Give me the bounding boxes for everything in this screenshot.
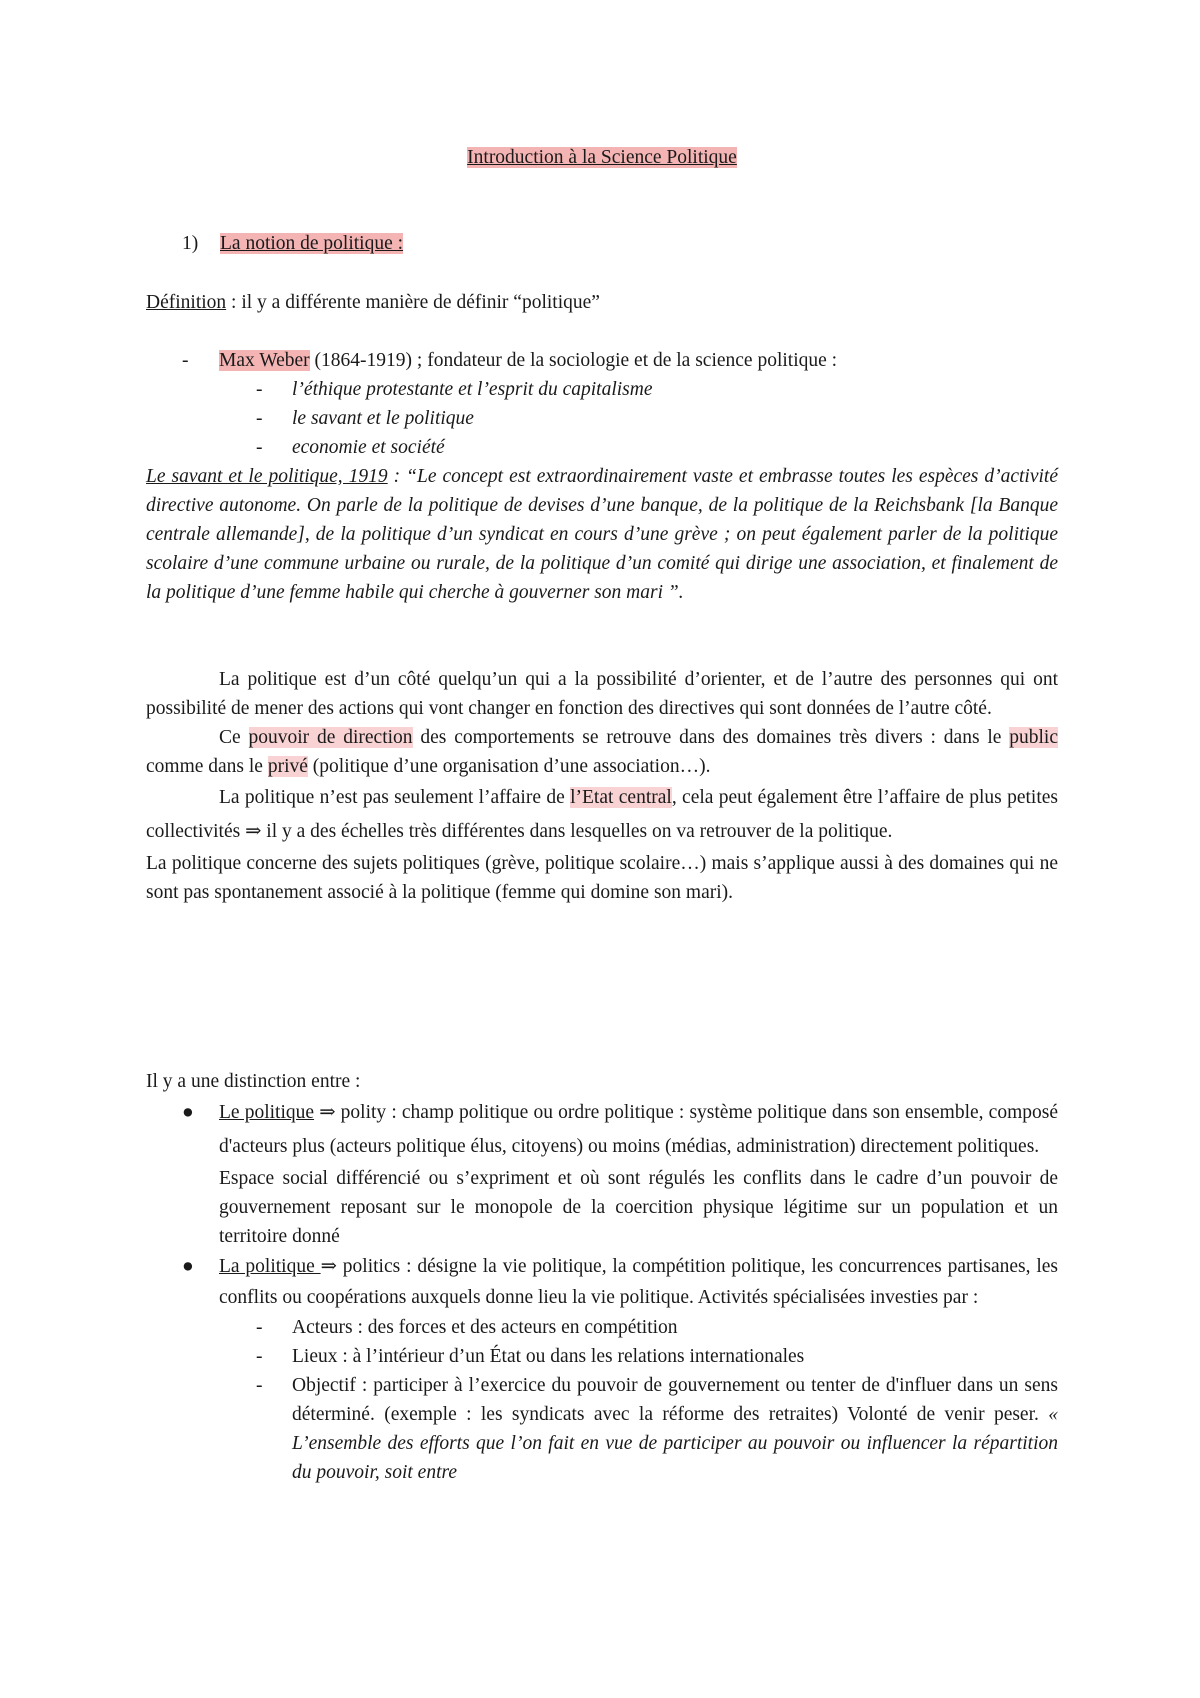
p2-text-a: Ce [219, 727, 249, 748]
dash-marker: - [256, 1346, 263, 1367]
paragraph-2 [146, 723, 1058, 781]
document-title [146, 143, 1058, 172]
highlight-public: public [1009, 727, 1059, 748]
dash-marker: - [256, 379, 263, 400]
section-number: 1) [182, 233, 199, 254]
p2-text-d: (politique d’une organisation d’une association…). [307, 756, 711, 777]
quote-text: : “Le concept est extraordinairement vaste et embrasse toutes les espèces d’activité directive autonome. On parle de la politique de devises d’une banque, de la politique de la Reichsbank [la Banque centrale allemande], de la politique d’un syndicat en cours d’une grève ; on peut également parler de la politique scolaire d’une commune urbaine ou rurale, de la politique d’un comité qui dirige une association, et finalement de la politique d’une femme habile qui cherche à gouverner son mari ”. [146, 466, 1058, 603]
weber-work-text: l’éthique protestante et l’esprit du capitalisme [292, 379, 653, 400]
politique-item-lieux [146, 1342, 1058, 1371]
dash-marker: - [182, 350, 189, 371]
paragraphs [146, 665, 1058, 907]
weber-block [146, 346, 1058, 607]
acteurs-text: Acteurs : des forces et des acteurs en compétition [292, 1317, 678, 1338]
distinction-intro: Il y a une distinction entre : [146, 1071, 361, 1092]
weber-name: Max Weber [219, 350, 310, 371]
highlight-pouvoir: pouvoir de direction [248, 727, 413, 748]
la-politique-label: La politique [219, 1256, 321, 1277]
distinction-section [146, 1067, 1058, 1487]
objectif-quote: « L’ensemble des efforts que l’on fait en vue de participer au pouvoir ou influencer la répartition du pouvoir, soit entre [292, 1404, 1058, 1483]
weber-text: (1864-1919) ; fondateur de la sociologie et de la science politique : [309, 350, 838, 371]
le-politique-label: Le politique [219, 1102, 315, 1123]
definition-label: Définition [146, 292, 227, 313]
quote-source: Le savant et le politique, 1919 [146, 466, 388, 487]
dash-marker: - [256, 1375, 263, 1396]
weber-item [146, 346, 1058, 375]
bullet-le-politique [146, 1096, 1058, 1164]
le-politique-text: ⇒ polity : champ politique ou ordre politique : système politique dans son ensemble, composé d'acteurs plus (acteurs politique élus, citoyens) ou moins (médias, administration) directement politiques. [219, 1102, 1058, 1157]
le-politique-extra [146, 1164, 1058, 1251]
p2-text-b: des comportements se retrouve dans des domaines très divers : dans le [412, 727, 1010, 748]
section-heading [182, 229, 403, 258]
bullet-marker: ● [182, 1256, 194, 1277]
paragraph-4: La politique concerne des sujets politiques (grève, politique scolaire…) mais s’applique aussi à des domaines qui ne sont pas spontanement associé à la politique (femme qui domine son mari). [146, 853, 1058, 903]
bullet-marker: ● [182, 1102, 194, 1123]
dash-marker: - [256, 1317, 263, 1338]
highlight-etat: l’Etat central [570, 787, 672, 808]
dash-marker: - [256, 437, 263, 458]
weber-work-text: le savant et le politique [292, 408, 474, 429]
p2-text-c: comme dans le [146, 756, 268, 777]
weber-quote [146, 462, 1058, 607]
weber-work-text: economie et société [292, 437, 445, 458]
title-text: Introduction à la Science Politique [467, 147, 737, 168]
lieux-text: Lieux : à l’intérieur d’un État ou dans les relations internationales [292, 1346, 805, 1367]
p3-text-a: La politique n’est pas seulement l’affaire de [219, 787, 571, 808]
section-heading-text: La notion de politique : [220, 233, 404, 254]
la-politique-text: ⇒ politics : désigne la vie politique, la compétition politique, les concurrences partisanes, les conflits ou coopérations auxquels donne lieu la vie politique. Activités spécialisées investies par : [219, 1256, 1058, 1308]
objectif-text: Objectif : participer à l’exercice du pouvoir de gouvernement ou tenter de d'influer dans un sens déterminé. (exemple : les syndicats avec la réforme des retraites) Volonté de venir peser. [292, 1375, 1058, 1425]
weber-work-1 [146, 375, 1058, 404]
highlight-prive: privé [267, 756, 308, 777]
weber-work-2 [146, 404, 1058, 433]
definition-text: : il y a différente manière de définir “politique” [226, 292, 600, 313]
paragraph-1: La politique est d’un côté quelqu’un qui a la possibilité d’orienter, et de l’autre des personnes qui ont possibilité de mener des actions qui vont changer en fonction des directives qui sont données de l’autre côté. [146, 669, 1058, 719]
p3-text-b: , cela peut également être l’affaire de plus petites collectivités ⇒ il y a des échelles très différentes dans lesquelles on va retrouver de la politique. [146, 787, 1058, 842]
politique-item-objectif [146, 1371, 1058, 1487]
le-politique-extra-text: Espace social différencié ou s’expriment et où sont régulés les conflits dans le cadre d’un pouvoir de gouvernement reposant sur le monopole de la coercition physique légitime sur un population et un territoire donné [219, 1168, 1058, 1247]
bullet-la-politique [146, 1251, 1058, 1313]
definition-line [146, 288, 1058, 317]
politique-item-acteurs [146, 1313, 1058, 1342]
paragraph-3 [146, 781, 1058, 849]
weber-work-3 [146, 433, 1058, 462]
dash-marker: - [256, 408, 263, 429]
